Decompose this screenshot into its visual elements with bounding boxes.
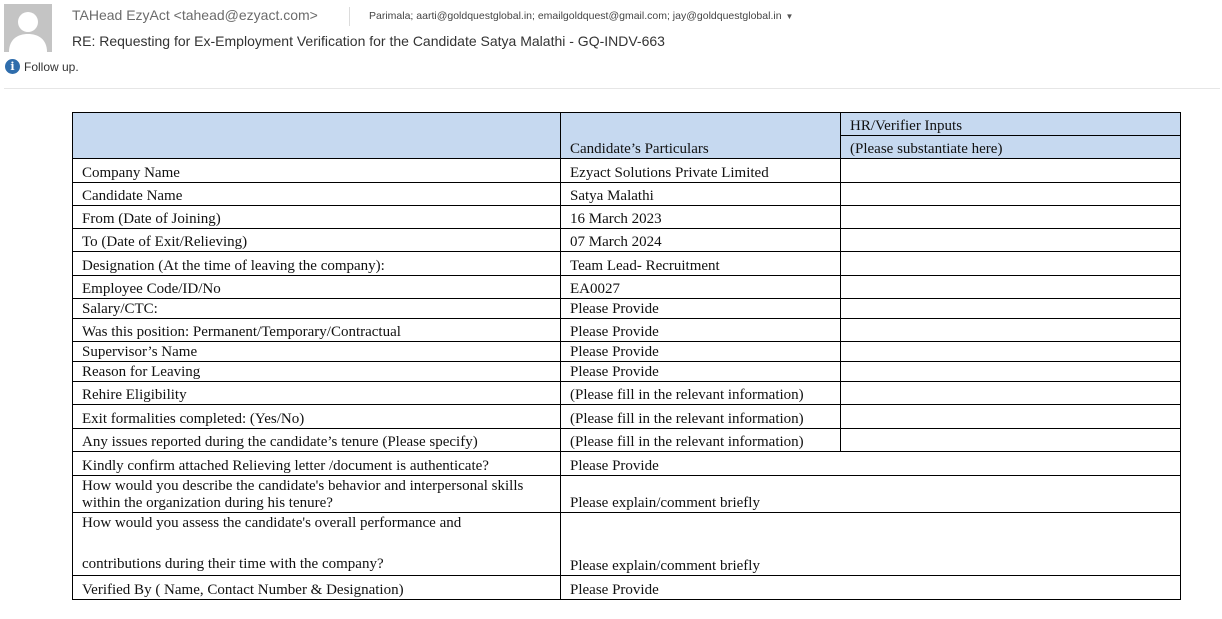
table-header-row <box>73 113 1181 136</box>
header-separator <box>4 88 1220 89</box>
row-value: Please Provide <box>561 319 841 342</box>
row-label: Reason for Leaving <box>73 362 561 382</box>
verifier-input-cell[interactable] <box>841 405 1181 429</box>
row-label: Exit formalities completed: (Yes/No) <box>73 405 561 429</box>
row-label: Salary/CTC: <box>73 299 561 319</box>
row-label: Kindly confirm attached Relieving letter /document is authenticate? <box>73 452 561 476</box>
row-value: Please explain/comment briefly <box>561 476 1181 513</box>
verifier-input-cell[interactable] <box>841 252 1181 276</box>
row-label: Designation (At the time of leaving the company): <box>73 252 561 276</box>
table-row <box>73 513 1181 576</box>
table-row <box>73 159 1181 183</box>
table-row <box>73 476 1181 513</box>
verifier-input-cell[interactable] <box>841 276 1181 299</box>
table-row <box>73 276 1181 299</box>
person-icon <box>4 4 52 52</box>
row-label: Any issues reported during the candidate’s tenure (Please specify) <box>73 429 561 452</box>
email-subject: RE: Requesting for Ex-Employment Verification for the Candidate Satya Malathi - GQ-INDV-663 <box>72 33 665 49</box>
row-value: 16 March 2023 <box>561 206 841 229</box>
table-row <box>73 342 1181 362</box>
verifier-input-cell[interactable] <box>841 429 1181 452</box>
verifier-input-cell[interactable] <box>841 319 1181 342</box>
table-row <box>73 252 1181 276</box>
row-value: Please explain/comment briefly <box>561 513 1181 576</box>
row-label: Rehire Eligibility <box>73 382 561 405</box>
row-value: Satya Malathi <box>561 183 841 206</box>
row-label: Supervisor’s Name <box>73 342 561 362</box>
row-value: Please Provide <box>561 576 1181 600</box>
header-cell-empty <box>73 113 561 159</box>
row-label-line: How would you assess the candidate's overall performance and <box>82 515 462 531</box>
header-divider <box>349 7 350 26</box>
row-value: (Please fill in the relevant information) <box>561 429 841 452</box>
row-label-lines <box>82 515 551 573</box>
table-row <box>73 382 1181 405</box>
info-icon: i <box>5 59 20 74</box>
table-row <box>73 183 1181 206</box>
sender-avatar <box>4 4 52 52</box>
table-row <box>73 405 1181 429</box>
verifier-input-cell[interactable] <box>841 159 1181 183</box>
table-row <box>73 319 1181 342</box>
verifier-input-cell[interactable] <box>841 229 1181 252</box>
row-value: Please Provide <box>561 362 841 382</box>
row-value: Please Provide <box>561 452 1181 476</box>
verifier-input-cell[interactable] <box>841 206 1181 229</box>
row-value: 07 March 2024 <box>561 229 841 252</box>
recipients-list[interactable] <box>369 10 793 22</box>
row-label-multiline <box>73 513 561 576</box>
recipients-text[interactable]: Parimala; aarti@goldquestglobal.in; emailgoldquest@gmail.com; jay@goldquestglobal.in <box>369 10 782 22</box>
row-label: Verified By ( Name, Contact Number & Designation) <box>73 576 561 600</box>
chevron-down-icon[interactable]: ▼ <box>785 11 794 21</box>
header-hr-verifier-inputs: HR/Verifier Inputs <box>841 113 1181 136</box>
row-value: (Please fill in the relevant information) <box>561 382 841 405</box>
row-label-line: contributions during their time with the company? <box>82 556 384 572</box>
followup-flag[interactable] <box>5 58 79 75</box>
row-label: Employee Code/ID/No <box>73 276 561 299</box>
row-label: To (Date of Exit/Relieving) <box>73 229 561 252</box>
header-substantiate: (Please substantiate here) <box>841 136 1181 159</box>
row-label: Company Name <box>73 159 561 183</box>
table-row <box>73 362 1181 382</box>
followup-text: Follow up. <box>24 59 79 74</box>
row-value: EA0027 <box>561 276 841 299</box>
verifier-input-cell[interactable] <box>841 342 1181 362</box>
row-value: Ezyact Solutions Private Limited <box>561 159 841 183</box>
row-value: (Please fill in the relevant information) <box>561 405 841 429</box>
verifier-input-cell[interactable] <box>841 362 1181 382</box>
verifier-input-cell[interactable] <box>841 299 1181 319</box>
row-value: Team Lead- Recruitment <box>561 252 841 276</box>
table-row <box>73 429 1181 452</box>
row-value: Please Provide <box>561 342 841 362</box>
sender-name[interactable]: TAHead EzyAct <tahead@ezyact.com> <box>72 7 318 23</box>
table-row <box>73 452 1181 476</box>
row-value: Please Provide <box>561 299 841 319</box>
table-row <box>73 299 1181 319</box>
row-label: Candidate Name <box>73 183 561 206</box>
table-row <box>73 576 1181 600</box>
verifier-input-cell[interactable] <box>841 382 1181 405</box>
table-row <box>73 229 1181 252</box>
row-label: From (Date of Joining) <box>73 206 561 229</box>
verifier-input-cell[interactable] <box>841 183 1181 206</box>
verification-table <box>72 112 1181 600</box>
header-candidate-particulars: Candidate’s Particulars <box>561 113 841 159</box>
row-label: How would you describe the candidate's behavior and interpersonal skills within the organization during his tenure? <box>73 476 561 513</box>
table-row <box>73 206 1181 229</box>
row-label: Was this position: Permanent/Temporary/Contractual <box>73 319 561 342</box>
